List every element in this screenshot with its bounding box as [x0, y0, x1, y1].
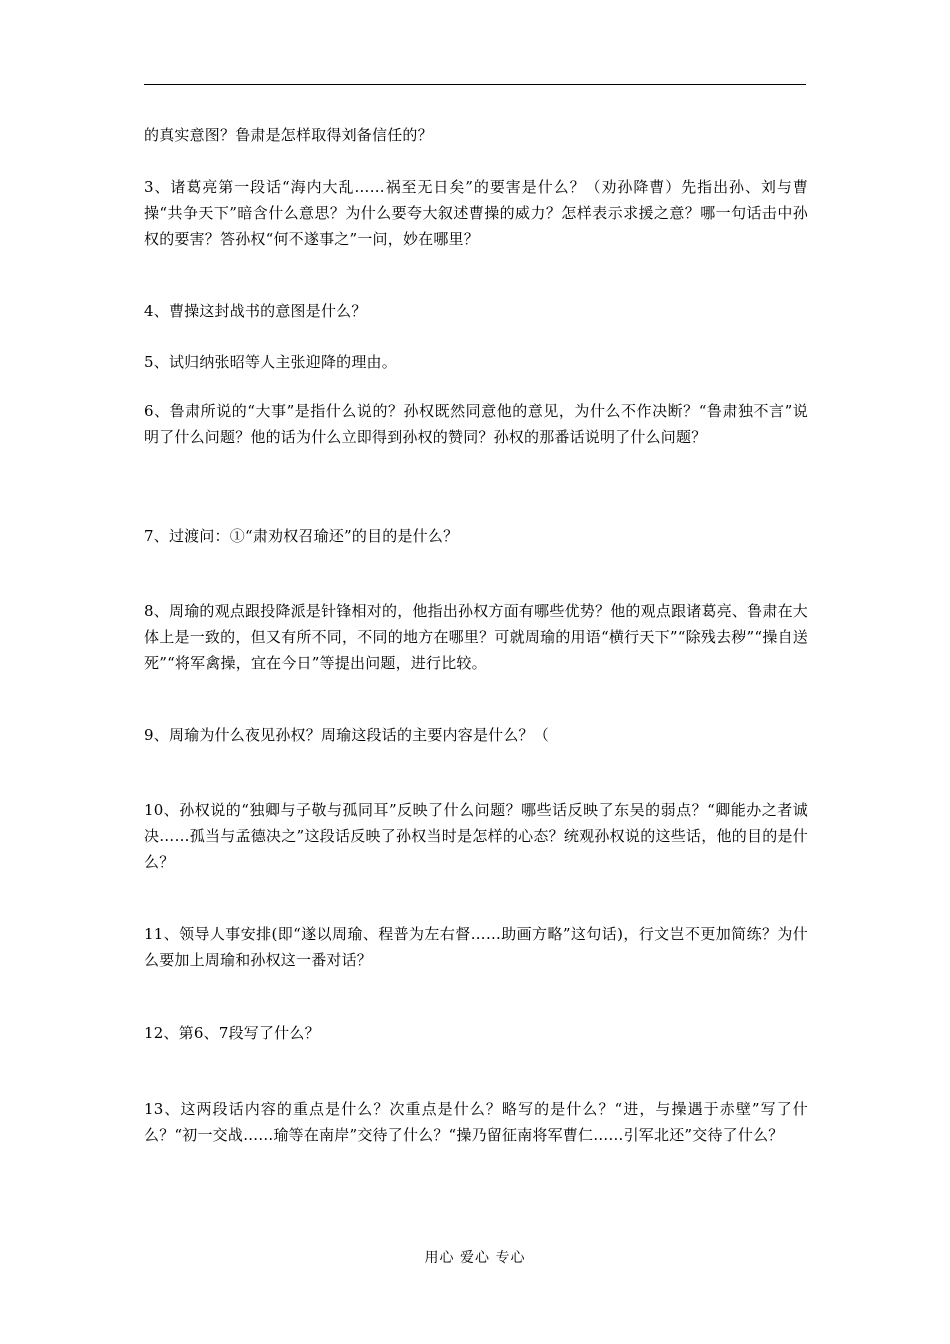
question-4: 4、曹操这封战书的意图是什么？: [144, 302, 367, 320]
question-3: 3、诸葛亮第一段话“海内大乱……祸至无日矣”的要害是什么？（劝孙降曹）先指出孙、刘与曹操“共争天下”暗含什么意思？为什么要夸大叙述曹操的威力？怎样表示求援之意？哪一句话击中孙权的要害？答孙权“何不遂事之”一问，妙在哪里？: [144, 178, 808, 248]
question-7: 7、过渡问：①“肃劝权召瑜还”的目的是什么？: [144, 527, 459, 545]
paragraph-continuation: 的真实意图？鲁肃是怎样取得刘备信任的？: [144, 126, 433, 144]
question-10: 10、孙权说的“独卿与子敬与孤同耳”反映了什么问题？哪些话反映了东吴的弱点？“卿能办之者诚决……孤当与孟德决之”这段话反映了孙权当时是怎样的心态？统观孙权说的这些话，他的目的是什么？: [144, 801, 808, 871]
question-9: 9、周瑜为什么夜见孙权？周瑜这段话的主要内容是什么？（: [144, 726, 549, 744]
question-5: 5、试归纳张昭等人主张迎降的理由。: [144, 353, 397, 371]
question-12: 12、第6、7段写了什么？: [144, 1024, 320, 1042]
question-6: 6、鲁肃所说的“大事”是指什么说的？孙权既然同意他的意见，为什么不作决断？“鲁肃独不言”说明了什么问题？他的话为什么立即得到孙权的赞同？孙权的那番话说明了什么问题？: [144, 402, 808, 446]
question-13: 13、这两段话内容的重点是什么？次重点是什么？略写的是什么？“进，与操遇于赤壁”写了什么？“初一交战……瑜等在南岸”交待了什么？“操乃留征南将军曹仁……引军北还”交待了什么？: [144, 1100, 808, 1144]
page-footer: 用心 爱心 专心: [424, 1250, 526, 1266]
question-11: 11、领导人事安排(即“遂以周瑜、程普为左右督……助画方略”这句话)，行文岂不更加简练？为什么要加上周瑜和孙权这一番对话？: [144, 925, 808, 969]
header-rule: [144, 84, 806, 85]
question-8: 8、周瑜的观点跟投降派是针锋相对的，他指出孙权方面有哪些优势？他的观点跟诸葛亮、鲁肃在大体上是一致的，但又有所不同，不同的地方在哪里？可就周瑜的用语“横行天下”“除残去秽”“操自送死”“将军禽操，宜在今日”等提出问题，进行比较。: [144, 602, 808, 672]
